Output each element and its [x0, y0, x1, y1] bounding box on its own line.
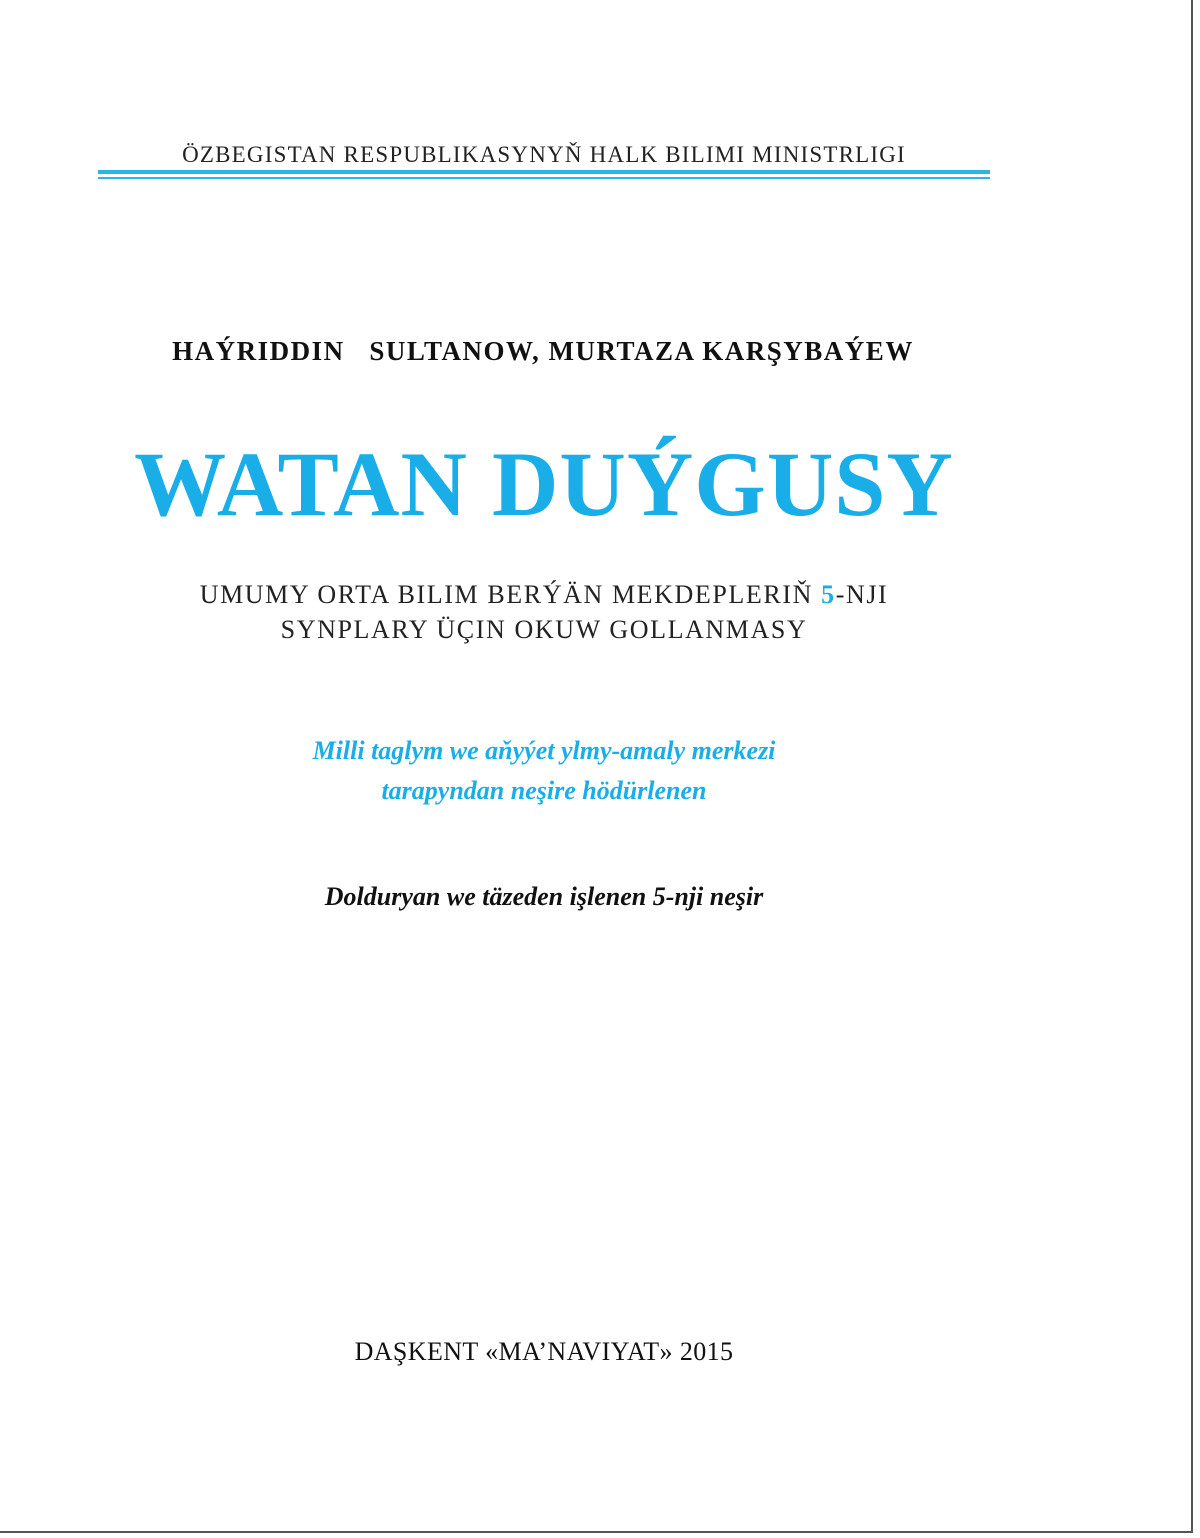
grade-number: 5 — [821, 580, 836, 609]
header-rule-thick — [98, 170, 990, 174]
authors: HAÝRIDDIN SULTANOW, MURTAZA KARŞYBAÝEW — [172, 336, 914, 366]
header-rule-thin — [98, 177, 990, 179]
ministry-header: ÖZBEGISTAN RESPUBLIKASYNYŇ HALK BILIMI MINISTRLIGI — [182, 142, 906, 167]
book-subtitle — [0, 577, 1088, 647]
subtitle-line-1-start: UMUMY ORTA BILIM BERÝÄN MEKDEPLERIŇ — [199, 580, 822, 609]
subtitle-line-1-end: -NJI — [835, 580, 889, 609]
publisher-line: DAŞKENT «MA’NAVIYAT» 2015 — [354, 1337, 734, 1366]
recommendation-note — [0, 731, 1088, 811]
book-title: WATAN DUÝGUSY — [134, 433, 954, 535]
recommendation-line-1: Milli taglym we aňyýet ylmy-amaly merkezi — [312, 736, 776, 765]
recommendation-line-2: tarapyndan neşire hödürlenen — [381, 776, 707, 805]
subtitle-line-1 — [0, 577, 1088, 612]
subtitle-line-2: SYNPLARY ÜÇIN OKUW GOLLANMASY — [280, 615, 808, 644]
edition-note: Dolduryan we täzeden işlenen 5-nji neşir — [324, 882, 764, 911]
